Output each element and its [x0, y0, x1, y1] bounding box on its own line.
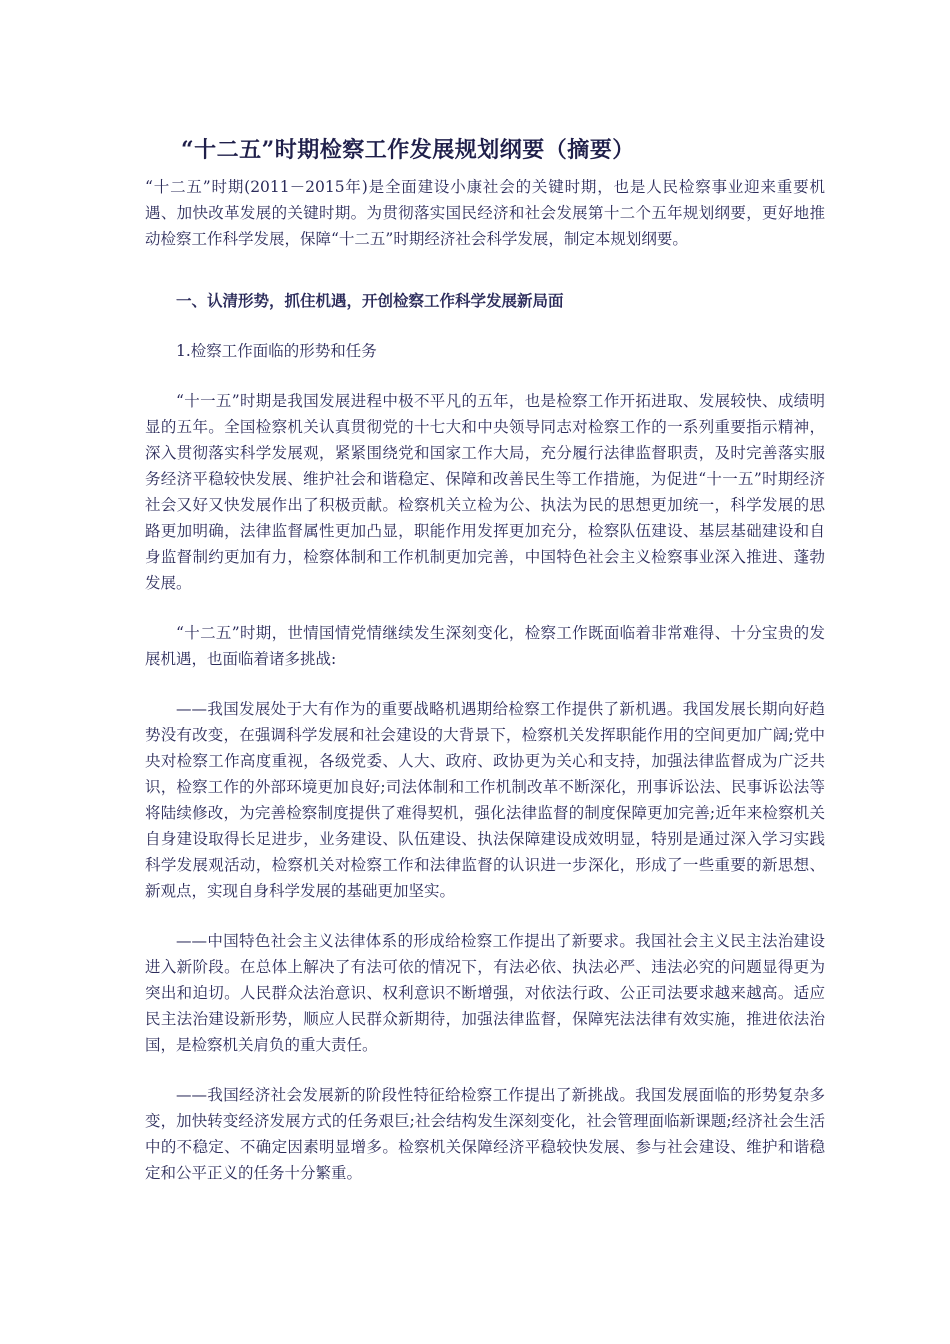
body-paragraph-3: ——我国发展处于大有作为的重要战略机遇期给检察工作提供了新机遇。我国发展长期向好趋势没有改变，在强调科学发展和社会建设的大背景下，检察机关发挥职能作用的空间更加广阔;党中央对检察工作高度重视，各级党委、人大、政府、政协更为关心和支持，加强法律监督成为广泛共识，检察工作的外部环境更加良好;司法体制和工作机制改革不断深化，刑事诉讼法、民事诉讼法等将陆续修改，为完善检察制度提供了难得契机，强化法律监督的制度保障更加完善;近年来检察机关自身建设取得长足进步，业务建设、队伍建设、执法保障建设成效明显，特别是通过深入学习实践科学发展观活动，检察机关对检察工作和法律监督的认识进一步深化，形成了一些重要的新思想、新观点，实现自身科学发展的基础更加坚实。	[145, 700, 825, 900]
body-paragraph-2: “十二五”时期，世情国情党情继续发生深刻变化，检察工作既面临着非常难得、十分宝贵的发展机遇，也面临着诸多挑战:	[145, 624, 825, 668]
section-heading: 一、认清形势，抓住机遇，开创检察工作科学发展新局面	[176, 291, 564, 310]
document-title: “十二五”时期检察工作发展规划纲要（摘要）	[181, 137, 635, 163]
intro-paragraph: “十二五”时期(2011－2015年)是全面建设小康社会的关键时期，也是人民检察事业迎来重要机遇、加快改革发展的关键时期。为贯彻落实国民经济和社会发展第十二个五年规划纲要，更好地推动检察工作科学发展，保障“十二五”时期经济社会科学发展，制定本规划纲要。	[145, 178, 825, 248]
body-paragraph-1: “十一五”时期是我国发展进程中极不平凡的五年，也是检察工作开拓进取、发展较快、成绩明显的五年。全国检察机关认真贯彻党的十七大和中央领导同志对检察工作的一系列重要指示精神，深入贯彻落实科学发展观，紧紧围绕党和国家工作大局，充分履行法律监督职责，及时完善落实服务经济平稳较快发展、维护社会和谐稳定、保障和改善民生等工作措施，为促进“十一五”时期经济社会又好又快发展作出了积极贡献。检察机关立检为公、执法为民的思想更加统一，科学发展的思路更加明确，法律监督属性更加凸显，职能作用发挥更加充分，检察队伍建设、基层基础建设和自身监督制约更加有力，检察体制和工作机制更加完善，中国特色社会主义检察事业深入推进、蓬勃发展。	[145, 392, 825, 592]
document-page	[145, 0, 825, 1186]
body-paragraph-5: ——我国经济社会发展新的阶段性特征给检察工作提出了新挑战。我国发展面临的形势复杂多变，加快转变经济发展方式的任务艰巨;社会结构发生深刻变化，社会管理面临新课题;经济社会生活中的不稳定、不确定因素明显增多。检察机关保障经济平稳较快发展、参与社会建设、维护和谐稳定和公平正义的任务十分繁重。	[145, 1086, 825, 1182]
subsection-heading: 1.检察工作面临的形势和任务	[176, 342, 377, 360]
body-paragraph-4: ——中国特色社会主义法律体系的形成给检察工作提出了新要求。我国社会主义民主法治建设进入新阶段。在总体上解决了有法可依的情况下，有法必依、执法必严、违法必究的问题显得更为突出和迫切。人民群众法治意识、权利意识不断增强，对依法行政、公正司法要求越来越高。适应民主法治建设新形势，顺应人民群众新期待，加强法律监督，保障宪法法律有效实施，推进依法治国，是检察机关肩负的重大责任。	[145, 932, 825, 1054]
